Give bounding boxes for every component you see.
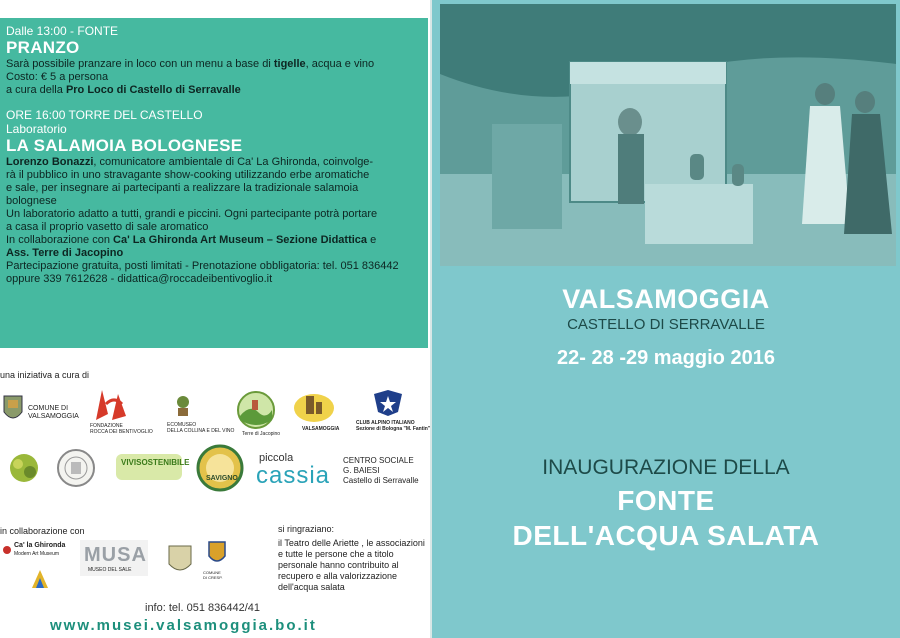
colorful-mark — [30, 568, 50, 590]
footer-web[interactable]: www.musei.valsamoggia.bo.it — [50, 617, 317, 634]
pranzo-line2: Costo: € 5 a persona — [6, 71, 109, 83]
savigno-logo — [196, 444, 244, 492]
fondazione-rocca-label: FONDAZIONE ROCCA DEI BENTIVOGLIO — [90, 423, 153, 435]
iniziativa-heading: una iniziativa a cura di — [0, 370, 90, 380]
ghironda-label: Ca' la Ghironda — [14, 542, 66, 549]
cai-label: CLUB ALPINO ITALIANO Sezione di Bologna "M. Fantin" — [356, 420, 431, 432]
savigno-label: SAVIGNO — [206, 475, 238, 482]
valsamoggia-castle-logo — [292, 388, 336, 424]
pranzo-time: Dalle 13:00 - FONTE — [6, 24, 119, 38]
cai-logo — [372, 388, 404, 418]
lab-p3b: Ass. Terre di Jacopino — [6, 247, 124, 259]
piccola-label: piccola — [259, 452, 294, 464]
program-box — [0, 18, 428, 348]
fondazione-rocca-logo — [92, 386, 136, 422]
cover-place: VALSAMOGGIA — [562, 284, 770, 314]
back-panel — [0, 0, 432, 638]
cover-inaug: INAUGURAZIONE DELLA — [542, 456, 790, 479]
cover-acqua: DELL'ACQUA SALATA — [512, 520, 820, 551]
terre-di-jacopino-logo — [236, 390, 276, 430]
vivisostenibile-label: VIVISOSTENIBILE — [121, 458, 190, 467]
lab-time: ORE 16:00 TORRE DEL CASTELLO — [6, 108, 203, 122]
ecomuseo-label: ECOMUSEO DELLA COLLINA E DEL VINO — [167, 422, 235, 434]
cassia-label: cassia — [256, 462, 331, 489]
valsamoggia-castle-label: VALSAMOGGIA — [302, 426, 340, 432]
castello-serravalle-label: Castello di Serravalle — [343, 476, 419, 485]
crest-logo — [165, 542, 195, 576]
baiesi-label: G. BAIESI — [343, 466, 380, 475]
lab-p3a: In collaborazione con Ca' La Ghironda Art Museum – Sezione Didattica e — [6, 234, 377, 246]
lab-p1b: rà il pubblico in uno stravagante show-cooking utilizzando erbe aromatiche — [6, 169, 370, 181]
terre-di-jacopino-label: Terre di Jacopino — [242, 431, 281, 437]
ecomuseo-logo — [170, 392, 196, 418]
lab-p1d: bolognese — [6, 195, 57, 207]
pranzo-line1: Sarà possibile pranzare in loco con un menu a base di tigelle, acqua e vino — [6, 58, 375, 70]
centro-sociale-label: CENTRO SOCIALE — [343, 456, 414, 465]
ringraziano-heading: si ringraziano: — [278, 524, 335, 534]
ghironda-mark — [2, 542, 12, 552]
lab-title: LA SALAMOIA BOLOGNESE — [6, 136, 243, 155]
seal-logo — [56, 448, 96, 488]
lab-p1a: Lorenzo Bonazzi, comunicatore ambientale di Ca' La Ghironda, coinvolge- — [6, 156, 374, 168]
cover-dates: 22- 28 -29 maggio 2016 — [557, 347, 775, 369]
lab-kind: Laboratorio — [6, 122, 67, 136]
lab-p4a: Partecipazione gratuita, posti limitati - Prenotazione obbligatoria: tel. 051 836442 — [6, 260, 399, 272]
comune-crest-label: COMUNE DI CRESP. — [203, 570, 223, 580]
lab-p2a: Un laboratorio adatto a tutti, grandi e piccini. Ogni partecipante potrà portare — [6, 208, 378, 220]
lab-p4b: oppure 339 7612628 - didattica@roccadeibentivoglio.it — [6, 273, 273, 285]
comune-valsamoggia-crest — [2, 392, 24, 426]
musa-sub: MUSEO DEL SALE — [88, 567, 132, 573]
cover-sub: CASTELLO DI SERRAVALLE — [567, 316, 765, 333]
comune-crest — [207, 540, 227, 566]
lab-p1c: e sale, per insegnare ai partecipanti a realizzare la tradizionale salamoia — [6, 182, 359, 194]
historic-photo — [440, 4, 896, 266]
cover-fonte: FONTE — [617, 485, 715, 516]
musa-label: MUSA — [84, 544, 147, 566]
pranzo-title: PRANZO — [6, 38, 80, 57]
comune-valsamoggia-label: COMUNE DI VALSAMOGGIA — [28, 405, 79, 420]
cover-panel — [432, 0, 900, 638]
associazione-logo — [2, 446, 46, 492]
pranzo-line3: a cura della Pro Loco di Castello di Serravalle — [6, 84, 241, 96]
ghironda-sub: Modern Art Museum — [14, 551, 60, 557]
collaborazione-heading: in collaborazione con — [0, 526, 85, 536]
ringraziano-text: il Teatro delle Ariette , le associazioni e tutte le persone che a titolo personale hanno contribuito al recupero e alla valorizzazione dell'acqua salata — [278, 538, 425, 592]
vivisostenibile-logo — [116, 452, 182, 482]
footer-info: info: tel. 051 836442/41 — [145, 602, 260, 614]
lab-p2b: a casa il proprio vasetto di sale aromatico — [6, 221, 209, 233]
